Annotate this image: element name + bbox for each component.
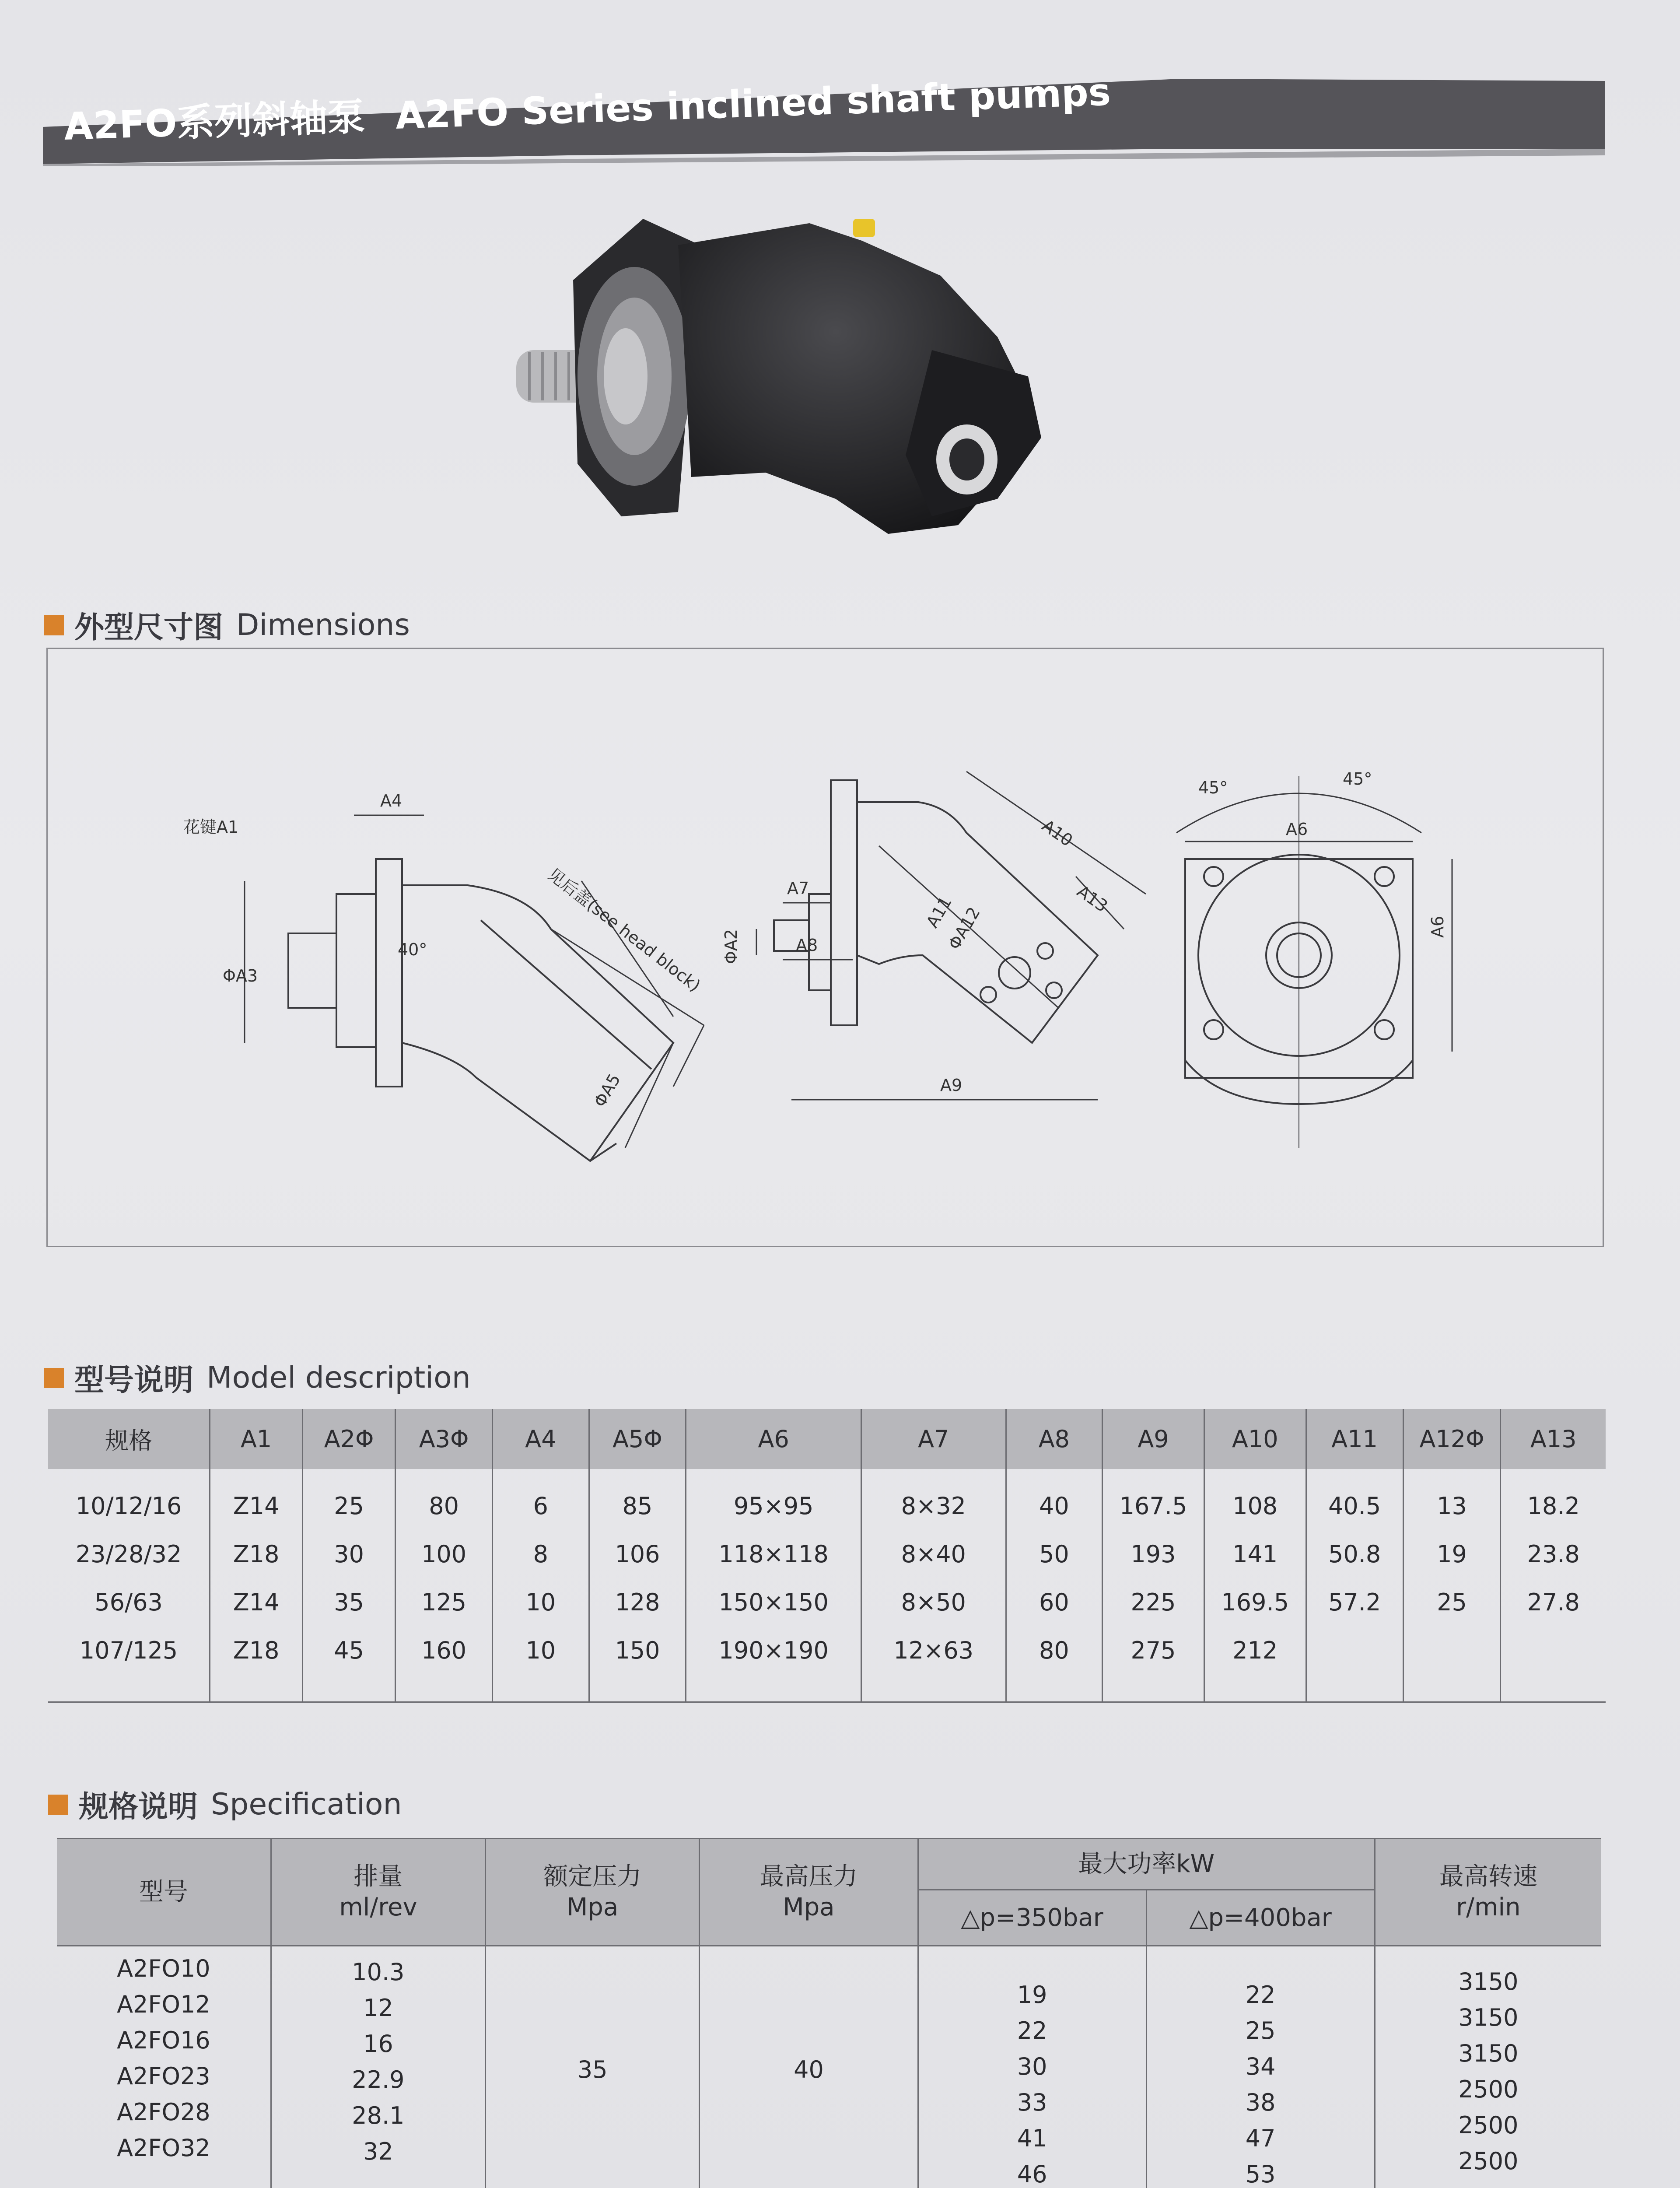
table-cell: 8 — [533, 1540, 548, 1568]
table-cell: 100 — [421, 1540, 467, 1568]
col-cells — [589, 1469, 686, 1702]
spec-table-header — [57, 1839, 1601, 1890]
specification-heading — [48, 1783, 402, 1826]
table-cell: 38 — [1245, 2089, 1276, 2116]
label-head-block: 见后盖(see head block) — [544, 864, 704, 996]
col-header-max-pressure: 最高压力 Mpa — [700, 1839, 918, 1946]
table-cell: 60 — [1039, 1588, 1069, 1616]
table-cell: 80 — [1039, 1637, 1069, 1664]
col-cells — [861, 1469, 1006, 1702]
table-cell: 56/63 — [94, 1588, 163, 1616]
label-angle-45-left: 45° — [1198, 778, 1228, 797]
col-header: A1 — [210, 1409, 303, 1469]
table-cell: 50.8 — [1328, 1540, 1381, 1568]
label-a10: A10 — [1038, 816, 1076, 851]
table-cell: 167.5 — [1119, 1492, 1187, 1520]
table-cell: 107/125 — [79, 1637, 178, 1664]
table-cell: 106 — [615, 1540, 660, 1568]
table-cell: 25 — [334, 1492, 364, 1520]
table-cell: 23/28/32 — [75, 1540, 182, 1568]
table-cell: 12 — [363, 1994, 393, 2022]
table-cell: 10/12/16 — [75, 1492, 182, 1520]
table-cell: 40 — [1039, 1492, 1069, 1520]
table-cell: A2FO12 — [117, 1991, 210, 2018]
col-header-rated-pressure: 额定压力 Mpa — [486, 1839, 700, 1946]
pump-photo — [503, 193, 1072, 565]
table-cell: 141 — [1232, 1540, 1278, 1568]
col-header: A2Φ — [303, 1409, 396, 1469]
table-cell: 33 — [1017, 2089, 1047, 2116]
dimensions-heading-cn: 外型尺寸图 — [74, 610, 224, 645]
label-angle-40: 40° — [398, 940, 427, 959]
col-header: A7 — [861, 1409, 1006, 1469]
table-cell: 22.9 — [352, 2066, 405, 2093]
table-cell: 150×150 — [718, 1588, 829, 1616]
col-header-displacement: 排量 ml/rev — [271, 1839, 485, 1946]
dimension-drawing — [46, 648, 1604, 1247]
col-header-max-speed: 最高转速 r/min — [1375, 1839, 1601, 1946]
table-cell: 22 — [1245, 1981, 1276, 2009]
specification-table — [57, 1838, 1601, 2188]
col-cells — [1006, 1469, 1102, 1702]
table-cell: 28.1 — [352, 2102, 405, 2129]
col-cells — [1403, 1469, 1501, 1702]
table-cell: A2FO23 — [117, 2062, 210, 2090]
col-cells — [210, 1469, 303, 1702]
model-description-table — [48, 1409, 1606, 1703]
side-view-center — [721, 771, 1146, 1100]
table-cell: 8×32 — [901, 1492, 966, 1520]
label-a11: A11 — [922, 893, 956, 931]
label-angle-45-right: 45° — [1343, 769, 1372, 789]
col-cells — [396, 1469, 493, 1702]
table-cell: 225 — [1130, 1588, 1176, 1616]
col-cells-power-400 — [1146, 1946, 1375, 2188]
label-a7: A7 — [787, 879, 809, 898]
front-view — [1176, 769, 1452, 1148]
table-cell: 16 — [363, 2030, 393, 2058]
model-description-heading — [44, 1357, 471, 1399]
table-cell: 27.8 — [1527, 1588, 1580, 1616]
table-cell: 10.3 — [352, 1958, 405, 1986]
table-cell: 190×190 — [718, 1637, 829, 1664]
model-table-body — [48, 1469, 1606, 1702]
col-header-dp350: △p=350bar — [918, 1890, 1146, 1946]
table-cell: 19 — [1437, 1540, 1467, 1568]
col-cells — [686, 1469, 861, 1702]
table-cell: 53 — [1245, 2160, 1276, 2188]
dimensions-heading-en: Dimensions — [236, 608, 410, 642]
table-cell: 40.5 — [1328, 1492, 1381, 1520]
col-header: A13 — [1501, 1409, 1606, 1469]
label-a8: A8 — [796, 936, 818, 955]
table-cell: Z14 — [233, 1492, 280, 1520]
table-cell: 13 — [1437, 1492, 1467, 1520]
label-a12: ΦA12 — [944, 904, 984, 953]
table-cell: 10 — [525, 1637, 556, 1664]
label-a4: A4 — [380, 791, 402, 810]
col-header: A6 — [686, 1409, 861, 1469]
table-cell: 80 — [429, 1492, 459, 1520]
table-cell: 19 — [1017, 1981, 1047, 2009]
table-cell: A2FO32 — [117, 2134, 210, 2162]
table-cell: 2500 — [1458, 2111, 1519, 2139]
table-cell: 118×118 — [718, 1540, 829, 1568]
title-banner — [43, 66, 1605, 166]
label-spline-a1: 花键A1 — [183, 817, 239, 837]
label-a6-side: A6 — [1428, 915, 1447, 938]
table-cell: 25 — [1437, 1588, 1467, 1616]
col-header: A3Φ — [396, 1409, 493, 1469]
col-header: A12Φ — [1403, 1409, 1501, 1469]
table-cell: Z18 — [233, 1540, 280, 1568]
table-cell: 2500 — [1458, 2076, 1519, 2103]
table-cell: 18.2 — [1527, 1492, 1580, 1520]
table-cell: 12×63 — [893, 1637, 974, 1664]
table-cell: 46 — [1017, 2160, 1047, 2188]
table-cell: Z18 — [233, 1637, 280, 1664]
label-a2: ΦA2 — [721, 929, 741, 964]
table-cell: 6 — [533, 1492, 548, 1520]
model-table-header — [48, 1409, 1606, 1469]
title-cn: A2FO系列斜轴泵 — [63, 95, 366, 149]
table-cell: 193 — [1130, 1540, 1176, 1568]
table-cell: 45 — [334, 1637, 364, 1664]
table-cell: 95×95 — [733, 1492, 814, 1520]
model-heading-cn: 型号说明 — [74, 1363, 194, 1398]
col-cells — [303, 1469, 396, 1702]
col-header-max-power: 最大功率kW — [918, 1839, 1375, 1890]
heading-marker-icon — [44, 615, 64, 635]
table-cell: 23.8 — [1527, 1540, 1580, 1568]
dimensions-heading — [44, 604, 410, 646]
col-header: A11 — [1306, 1409, 1403, 1469]
max-pressure-cell: 40 — [700, 1946, 918, 2188]
table-cell: 169.5 — [1221, 1588, 1289, 1616]
col-header: A5Φ — [589, 1409, 686, 1469]
table-cell: 212 — [1232, 1637, 1278, 1664]
col-header: A9 — [1102, 1409, 1204, 1469]
col-header-model: 型号 — [57, 1839, 271, 1946]
table-cell: 35 — [334, 1588, 364, 1616]
table-cell: 108 — [1232, 1492, 1278, 1520]
table-cell: A2FO28 — [117, 2098, 210, 2126]
table-cell: 34 — [1245, 2053, 1276, 2080]
title-en: A2FO Series inclined shaft pumps — [395, 70, 1112, 138]
col-header: A4 — [493, 1409, 589, 1469]
table-cell: A2FO10 — [117, 1955, 210, 1982]
col-cells — [1102, 1469, 1204, 1702]
col-cells — [48, 1469, 210, 1702]
table-cell: 128 — [615, 1588, 660, 1616]
label-a6-top: A6 — [1286, 820, 1308, 839]
col-cells — [1501, 1469, 1606, 1702]
table-cell: 22 — [1017, 2017, 1047, 2044]
side-view-left — [183, 791, 704, 1161]
table-cell: Z14 — [233, 1588, 280, 1616]
label-a9: A9 — [940, 1076, 962, 1095]
col-header: 规格 — [48, 1409, 210, 1469]
col-header-dp400: △p=400bar — [1146, 1890, 1375, 1946]
table-cell: 150 — [615, 1637, 660, 1664]
table-cell: 3150 — [1458, 1968, 1519, 1995]
table-cell: 30 — [1017, 2053, 1047, 2080]
table-cell: 41 — [1017, 2125, 1047, 2152]
heading-marker-icon — [44, 1368, 64, 1388]
table-cell: 32 — [363, 2138, 393, 2165]
spec-heading-en: Specification — [211, 1787, 402, 1822]
label-a5: ΦA5 — [590, 1070, 624, 1111]
heading-marker-icon — [48, 1795, 68, 1815]
col-cells — [1204, 1469, 1306, 1702]
table-cell: 8×50 — [901, 1588, 966, 1616]
table-cell: A2FO16 — [117, 2027, 210, 2054]
table-cell: 125 — [421, 1588, 467, 1616]
table-cell: 47 — [1245, 2125, 1276, 2152]
rated-pressure-cell: 35 — [486, 1946, 700, 2188]
col-header: A8 — [1006, 1409, 1102, 1469]
col-header: A10 — [1204, 1409, 1306, 1469]
col-cells — [493, 1469, 589, 1702]
label-a3: ΦA3 — [223, 966, 258, 985]
table-cell: 275 — [1130, 1637, 1176, 1664]
col-cells-model — [57, 1946, 271, 2188]
table-cell: 57.2 — [1328, 1588, 1381, 1616]
table-cell: 160 — [421, 1637, 467, 1664]
table-cell: 8×40 — [901, 1540, 966, 1568]
table-cell: 50 — [1039, 1540, 1069, 1568]
model-heading-en: Model description — [206, 1360, 471, 1395]
table-cell: 2500 — [1458, 2147, 1519, 2175]
table-cell: 30 — [334, 1540, 364, 1568]
col-cells-displacement — [271, 1946, 485, 2188]
table-cell: 10 — [525, 1588, 556, 1616]
table-cell: 3150 — [1458, 2040, 1519, 2067]
col-cells-power-350 — [918, 1946, 1146, 2188]
col-cells — [1306, 1469, 1403, 1702]
spec-heading-cn: 规格说明 — [79, 1790, 198, 1824]
table-cell: 25 — [1245, 2017, 1276, 2044]
table-cell: 85 — [622, 1492, 653, 1520]
label-a13: A13 — [1073, 881, 1111, 916]
col-cells-max-speed — [1375, 1946, 1601, 2188]
spec-table-body — [57, 1946, 1601, 2188]
table-cell: 3150 — [1458, 2004, 1519, 2031]
